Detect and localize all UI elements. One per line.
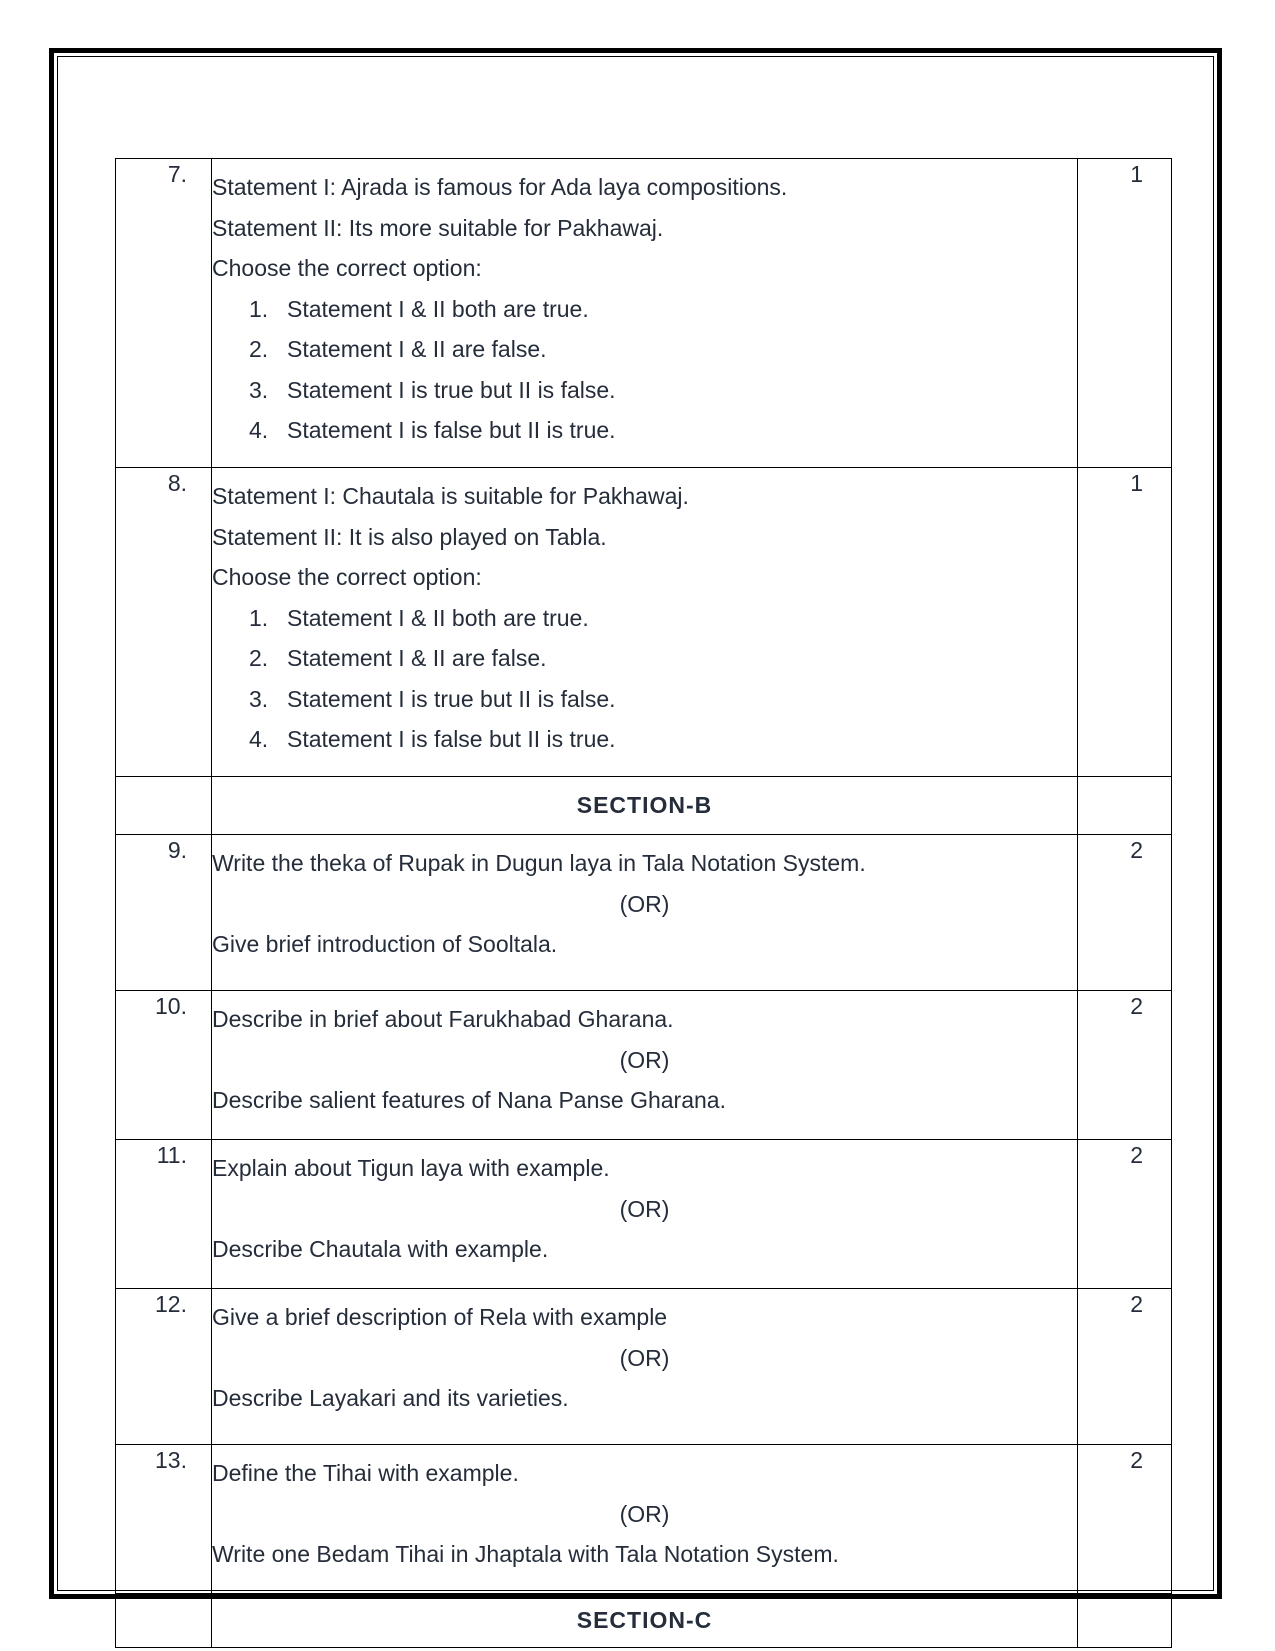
option-text: Statement I is true but II is false. bbox=[287, 685, 616, 712]
or-separator: (OR) bbox=[619, 1046, 670, 1073]
empty-cell bbox=[1078, 1594, 1172, 1648]
question-content bbox=[212, 1140, 1078, 1289]
question-text: Explain about Tigun laya with example. bbox=[212, 1155, 610, 1181]
alternative-question-text: Give brief introduction of Sooltala. bbox=[212, 931, 558, 957]
question-number: 7. bbox=[116, 159, 212, 468]
section-b-heading: SECTION-B bbox=[576, 792, 713, 818]
alternative-question-text: Describe Layakari and its varieties. bbox=[212, 1385, 569, 1411]
question-content bbox=[212, 468, 1078, 777]
option-text: Statement I & II are false. bbox=[287, 645, 547, 671]
question-number: 9. bbox=[116, 835, 212, 991]
statement-2: Statement II: It is also played on Tabla. bbox=[212, 523, 607, 550]
table-row-q13 bbox=[116, 1445, 1172, 1594]
option-text: Statement I is false but II is true. bbox=[287, 726, 616, 752]
option-number: 2. bbox=[249, 336, 269, 362]
table-row-section-b bbox=[116, 777, 1172, 835]
section-c-cell bbox=[212, 1594, 1078, 1648]
question-content bbox=[212, 159, 1078, 468]
question-marks: 2 bbox=[1078, 1289, 1172, 1445]
statement-1: Statement I: Chautala is suitable for Pakhawaj. bbox=[212, 483, 689, 509]
question-text: Give a brief description of Rela with example bbox=[212, 1304, 668, 1330]
choose-prompt: Choose the correct option: bbox=[212, 564, 482, 590]
statement-1: Statement I: Ajrada is famous for Ada laya compositions. bbox=[212, 174, 788, 200]
question-content bbox=[212, 1445, 1078, 1594]
table-row-q9 bbox=[116, 835, 1172, 991]
option-item bbox=[212, 410, 1077, 451]
section-b-cell bbox=[212, 777, 1078, 835]
question-text: Define the Tihai with example. bbox=[212, 1460, 519, 1486]
question-marks: 2 bbox=[1078, 835, 1172, 991]
or-separator: (OR) bbox=[619, 1500, 670, 1527]
option-text: Statement I & II both are true. bbox=[287, 295, 589, 322]
option-text: Statement I is true but II is false. bbox=[287, 376, 616, 403]
option-item bbox=[212, 719, 1077, 760]
question-number: 8. bbox=[116, 468, 212, 777]
question-number: 11. bbox=[116, 1140, 212, 1289]
option-number: 3. bbox=[249, 685, 269, 712]
table-row-q10 bbox=[116, 991, 1172, 1140]
question-number: 10. bbox=[116, 991, 212, 1140]
question-content bbox=[212, 835, 1078, 991]
alternative-question-text: Write one Bedam Tihai in Jhaptala with Tala Notation System. bbox=[212, 1541, 839, 1567]
alternative-question-text: Describe salient features of Nana Panse Gharana. bbox=[212, 1087, 726, 1113]
statement-2: Statement II: Its more suitable for Pakhawaj. bbox=[212, 214, 664, 241]
question-marks: 2 bbox=[1078, 1445, 1172, 1594]
question-content bbox=[212, 991, 1078, 1140]
question-text: Describe in brief about Farukhabad Gharana. bbox=[212, 1006, 674, 1032]
empty-cell bbox=[1078, 777, 1172, 835]
option-item bbox=[212, 679, 1077, 720]
question-table bbox=[115, 158, 1172, 1648]
table-row-q8 bbox=[116, 468, 1172, 777]
question-marks: 1 bbox=[1078, 159, 1172, 468]
option-text: Statement I & II are false. bbox=[287, 336, 547, 362]
option-item bbox=[212, 329, 1077, 370]
option-number: 1. bbox=[249, 295, 269, 322]
option-item bbox=[212, 370, 1077, 411]
question-marks: 2 bbox=[1078, 1140, 1172, 1289]
question-marks: 1 bbox=[1078, 468, 1172, 777]
question-marks: 2 bbox=[1078, 991, 1172, 1140]
or-separator: (OR) bbox=[619, 1195, 670, 1222]
option-item bbox=[212, 289, 1077, 330]
option-number: 4. bbox=[249, 726, 269, 752]
or-separator: (OR) bbox=[619, 890, 670, 917]
question-text: Write the theka of Rupak in Dugun laya in Tala Notation System. bbox=[212, 850, 866, 876]
alternative-question-text: Describe Chautala with example. bbox=[212, 1236, 549, 1262]
question-number: 12. bbox=[116, 1289, 212, 1445]
section-c-heading: SECTION-C bbox=[576, 1607, 713, 1633]
option-item bbox=[212, 598, 1077, 639]
empty-cell bbox=[116, 777, 212, 835]
table-row-q12 bbox=[116, 1289, 1172, 1445]
choose-prompt: Choose the correct option: bbox=[212, 255, 482, 281]
option-text: Statement I is false but II is true. bbox=[287, 417, 616, 443]
option-item bbox=[212, 638, 1077, 679]
table-row-section-c bbox=[116, 1594, 1172, 1648]
empty-cell bbox=[116, 1594, 212, 1648]
option-number: 3. bbox=[249, 376, 269, 403]
table-row-q11 bbox=[116, 1140, 1172, 1289]
option-number: 4. bbox=[249, 417, 269, 443]
question-number: 13. bbox=[116, 1445, 212, 1594]
option-number: 2. bbox=[249, 645, 269, 671]
or-separator: (OR) bbox=[619, 1344, 670, 1371]
table-row-q7 bbox=[116, 159, 1172, 468]
option-number: 1. bbox=[249, 604, 269, 631]
question-content bbox=[212, 1289, 1078, 1445]
option-text: Statement I & II both are true. bbox=[287, 604, 589, 631]
